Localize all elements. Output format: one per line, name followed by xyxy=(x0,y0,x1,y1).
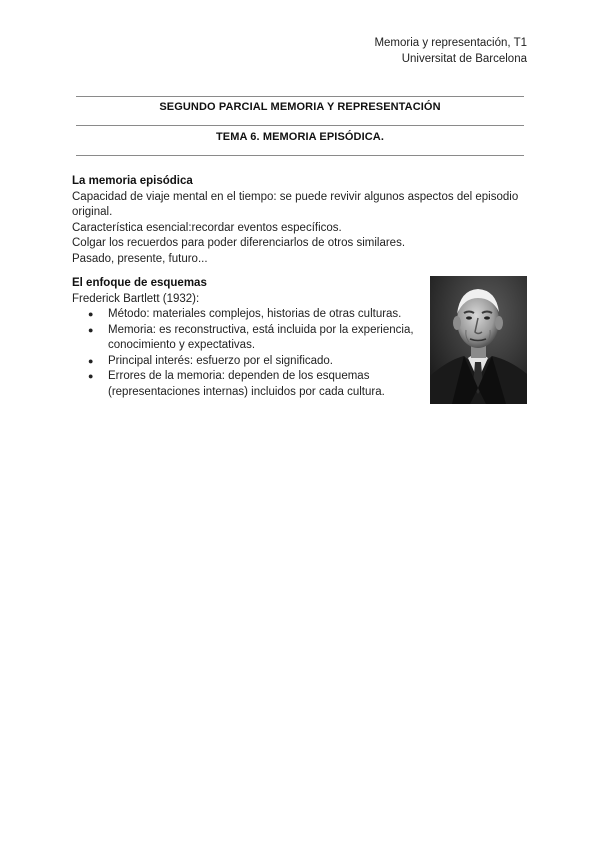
topic-title: TEMA 6. MEMORIA EPISÓDICA. xyxy=(215,131,385,143)
divider-middle xyxy=(76,125,524,126)
bullet-icon: ● xyxy=(88,355,94,366)
bullet-icon: ● xyxy=(88,309,94,319)
bullet-icon: ● xyxy=(88,324,94,335)
paragraph: Colgar los recuerdos para poder diferenciarlos de otros similares. xyxy=(72,237,406,249)
header-course: Memoria y representación, T1 xyxy=(374,37,527,49)
section-heading: El enfoque de esquemas xyxy=(72,277,207,289)
list-item xyxy=(72,323,422,354)
divider-top xyxy=(76,96,524,97)
list-item xyxy=(72,369,422,400)
list-item xyxy=(72,307,422,323)
divider-bottom xyxy=(76,155,524,156)
bartlett-intro: Frederick Bartlett (1932): xyxy=(72,292,200,305)
section-heading: La memoria episódica xyxy=(72,175,193,187)
bullet-icon: ● xyxy=(88,371,94,381)
section-schema-approach xyxy=(72,276,422,400)
section-episodic-memory xyxy=(72,174,528,267)
list-item-text: Memoria: es reconstructiva, está incluida por la experiencia, conocimiento y expectativas. xyxy=(108,323,414,351)
paragraph: Capacidad de viaje mental en el tiempo: se puede revivir algunos aspectos del episodio original. xyxy=(72,190,519,218)
header-university: Universitat de Barcelona xyxy=(401,53,527,65)
page-header xyxy=(374,35,527,67)
list-item-text: Principal interés: esfuerzo por el significado. xyxy=(108,354,334,367)
exam-title: SEGUNDO PARCIAL MEMORIA Y REPRESENTACIÓN xyxy=(159,101,441,113)
list-item xyxy=(72,354,422,370)
paragraph: Característica esencial:recordar eventos específicos. xyxy=(72,221,342,234)
paragraph: Pasado, presente, futuro... xyxy=(72,252,208,265)
bullet-list xyxy=(72,307,422,400)
portrait-photo-icon xyxy=(430,276,527,404)
list-item-text: Método: materiales complejos, historias de otras culturas. xyxy=(108,308,402,320)
portrait-photo xyxy=(430,276,527,404)
list-item-text: Errores de la memoria: dependen de los esquemas (representaciones internas) incluidos por cada cultura. xyxy=(108,370,385,398)
